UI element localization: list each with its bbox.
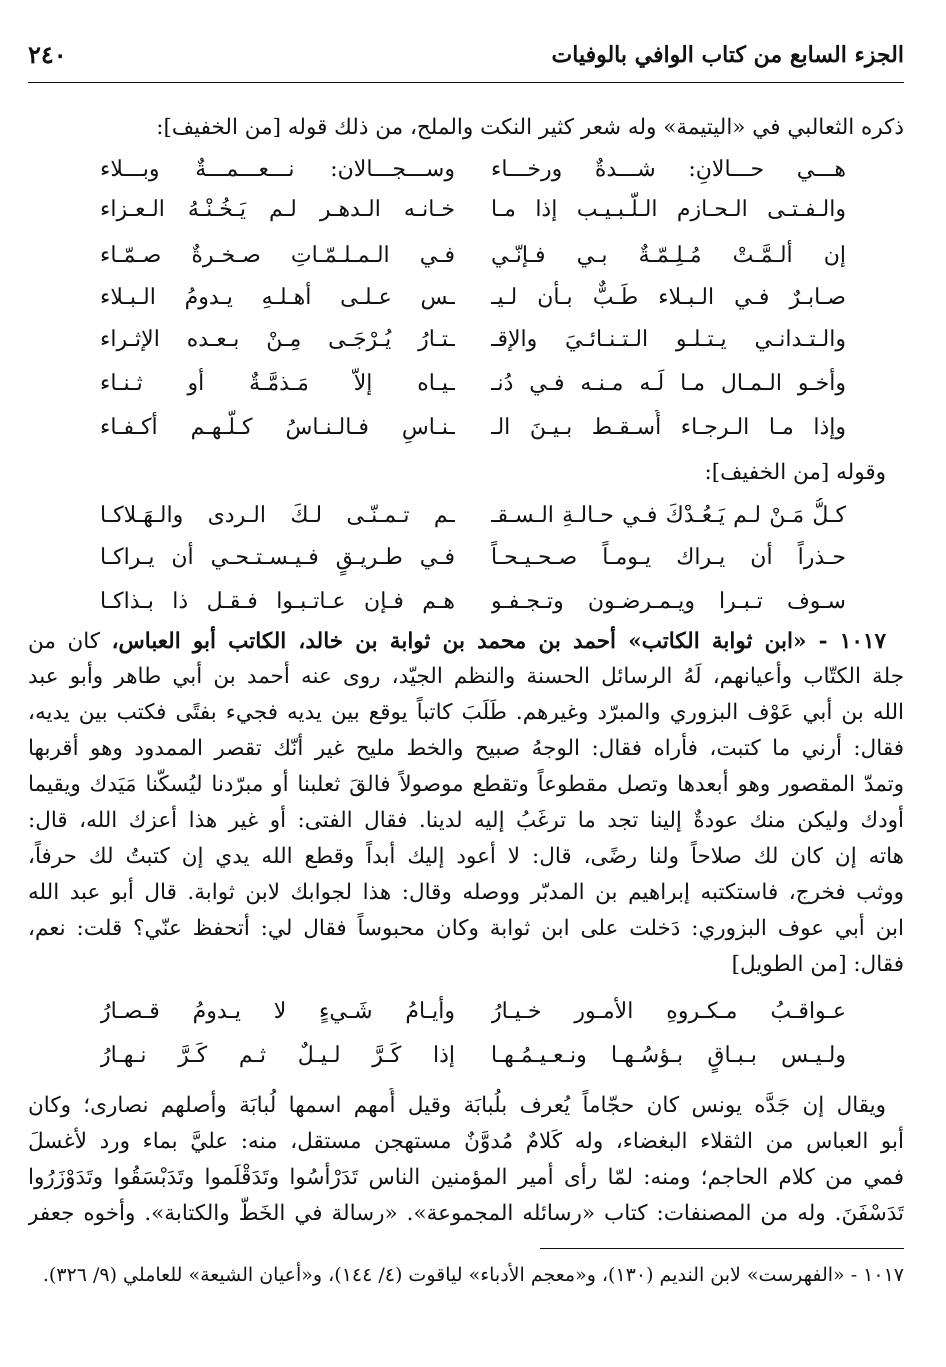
closing-line-4: تَدَسْفَنَ. وله من المصنفات: كتاب «رسائله المجموعة». «رسالة في الخَطّ والكتابة». وأخوه جعفر (28, 1201, 904, 1226)
poem1-verse4-right: صـابـرٌ فـي الـبـلاء طَـبٌّ بـأن لـيـ (491, 285, 846, 310)
entry-line-3: فقال: أرني ما كتبت، فأراه فقال: الوجهُ صبيح والخط مليح غير أنّك تقصر الممدود وهو أقربها (28, 736, 904, 761)
poem2-verse3-left: هـم فـإن عـاتـبـوا فـقـل ذا بـذاكـا (100, 589, 455, 614)
poem1-verse7-right: وإذا مـا الـرجـاء أُسـقـط بـيـنَ الـ (491, 415, 846, 440)
entry-line-4: وتمدّ المقصور وهو أبعدها وتصل مقطوعاً وتقطع موصولاً فالقَ ثعلبنا أو مبرّدنا ليُسكّنا مَيَدك ويقيما (28, 772, 904, 797)
poem2-verse1-right: كـلُّ مَـنْ لـم يَـعُـدْكَ فـي حـالـةِ الـسـقـ (491, 503, 846, 528)
running-title: الجزء السابع من كتاب الوافي بالوفيات (551, 42, 904, 68)
footnote: ١٠١٧ - «الفهرست» لابن النديم (١٣٠)، و«معجم الأدباء» لياقوت (٤/ ١٤٤)، و«أعيان الشيعة» للعاملي (٩/ ٣٢٦). (42, 1264, 904, 1286)
poem3-verse1-left: وأيـامُ شَـيءٍ لا يـدومُ قـصـارُ (100, 999, 455, 1024)
poem2-verse2-right: حـذراً أن يـراك يـومـاً صـحـيـحـاً (491, 545, 846, 570)
entry-line-6: هاته إن كان لك صلاحاً ولنا رضًى، قال: لا أعود إليك أبداً وقطع الله يدي إن كتبتُ لك حرفاً، (28, 844, 904, 869)
poem1-verse1-right: هـــي حـــالانِ: شـــدةٌ ورخـــاء (491, 157, 846, 182)
poem1-verse4-left: ـس عـلـى أهـلـهِ يـدومُ الـبـلاء (100, 285, 455, 310)
second-intro: وقوله [من الخفيف]: (704, 460, 886, 485)
poem1-verse1-left: وســـجـــالان: نـــعـــمـــةٌ وبـــلاء (100, 157, 455, 182)
poem2-verse2-left: فـي طـريـقٍ فـيـسـتـحـي أن يـراكـا (100, 545, 455, 570)
entry-heading-tail: كان من (28, 629, 101, 654)
poem3-verse2-left: إذا كَـرَّ لـيـلٌ ثـم كَـرَّ نـهـارُ (100, 1043, 455, 1068)
entry-line-7: ووثب فخرج، فاستكتبه إبراهيم بن المدبّر ووصله وقال: هذا لجوابك لابن ثوابة. قال أبو عبد الله (28, 880, 904, 905)
page-header (28, 38, 904, 83)
poem2-verse3-right: سـوف تـبـرا ويـمـرضـون وتـجـفـو (491, 589, 846, 614)
poem1-verse6-left: ـيـاه إلاّ مَـذمَّـةٌ أو ثـنـاء (100, 371, 455, 396)
entry-line-1: جلة الكتّاب وأعيانهم، لَهُ الرسائل الحسنة والنظم الجيّد، روى عنه أحمد بن أبي طاهر وأبو عبد (28, 664, 904, 689)
poem1-verse5-left: ـتـارُ يُـرْجَـى مِـنْ بـعـده الإثـراء (100, 327, 455, 352)
poem2-verse1-left: ـم تـمـنّـى لـكَ الـردى والـهَـلاكـا (100, 503, 455, 528)
poem1-verse5-right: والـتـدانـي يـتـلـو الـتـنـائـيَ والإقـ (491, 327, 846, 352)
closing-line-3: فمي من كلام الحاجم؛ ومنه: لمّا رأى أمير المؤمنين الناس تَدَرْأسُوا وتَدَقْلَموا وتَدَبْسَقُوا وتَدَوْزَرُوا (28, 1165, 904, 1190)
poem1-verse3-right: إن ألـمَّـتْ مُـلِـمّـةٌ بـي فـإنّـي (491, 243, 846, 268)
poem1-verse3-left: فـي الـمـلـمّـاتِ صـخـرةٌ صـمّـاء (100, 243, 455, 268)
entry-line-2: الله بن أبي عَوْف البزوري والمبرّد وغيرهم. طَلَبَ كاتباً يوقع بين يديه فجيء بفتًى فكتب بين يديه، (28, 700, 904, 725)
poem1-verse7-left: ـنـاسِ فـالـنـاسُ كـلُّـهـم أكـفـاء (100, 415, 455, 440)
poem3-verse2-right: ولـيـس بـبـاقٍ بـؤسُـهـا ونـعـيـمُـهـا (491, 1043, 846, 1068)
entry-heading-bold: ١٠١٧ - «ابن ثوابة الكاتب» أحمد بن محمد بن ثوابة بن خالد، الكاتب أبو العباس، (111, 629, 886, 654)
entry-line-5: أودك وليكن منك عودةٌ إلينا تجد ما ترغَبُ إليه لدينا. فقال الفتى: أو غير هذا أعزك الله، قال: (28, 808, 904, 833)
entry-line-8: ابن أبي عوف البزوري: دَخلت على ابن ثوابة وكان محبوساً فقال لي: أتحفظ عنّي؟ قلت: نعم، (28, 916, 904, 941)
closing-line-1: ويقال إن جَدَّه يونس كان حجّاماً يُعرف بلُبابَة وقيل أُمهم اسمها لُبابَة وأصلهم نصارى؛ وكان (28, 1093, 886, 1118)
poem1-verse2-left: خـانـه الـدهـر لـم يَـخُـنْـهُ الـعـزاء (100, 197, 455, 222)
entry-heading (28, 624, 904, 660)
page-number: ٢٤٠ (28, 40, 67, 69)
intro-line: ذكره الثعالبي في «اليتيمة» وله شعر كثير النكت والملح، من ذلك قوله [من الخفيف]: (156, 115, 904, 140)
closing-line-2: أبو العباس من الثقلاء البغضاء، وله كَلامٌ مُدوَّنٌ مستهجن مستقل، منه: عليَّ بماء ورد لأغسلَ (28, 1129, 904, 1154)
poem1-verse2-right: والـفـتـى الـحـازم الـلَّـبـيـب إذا مـا (491, 197, 846, 222)
poem3-verse1-right: عـواقـبُ مـكـروهِ الأمـور خـيـارُ (491, 999, 846, 1024)
footnote-divider (540, 1248, 904, 1249)
poem1-verse6-right: وأخـو الـمـال مـا لَـه مـنـه فـي دُنـ (491, 371, 846, 396)
entry-line-9: فقال: [من الطويل] (731, 952, 904, 977)
